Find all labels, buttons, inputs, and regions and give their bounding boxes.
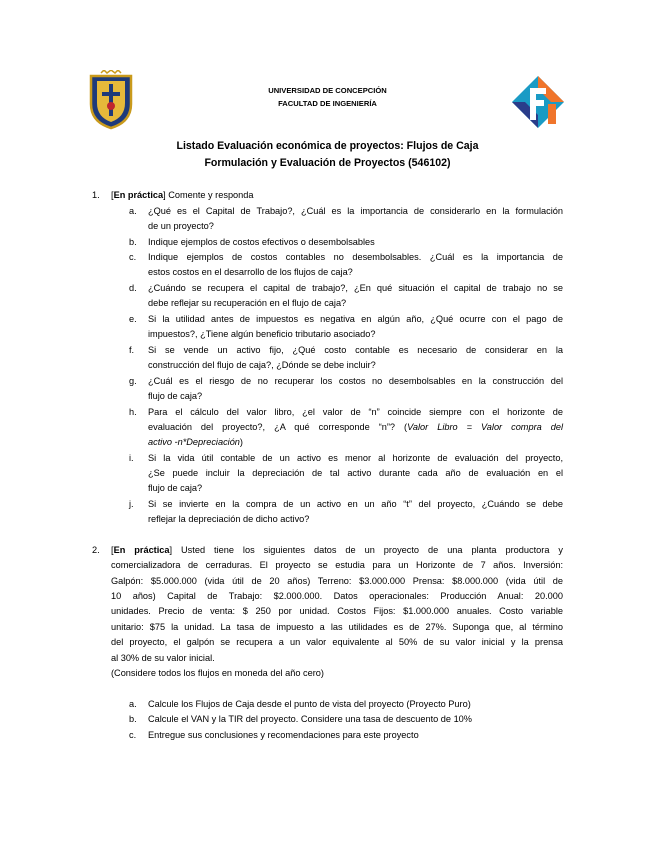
q2-item-letter: b. (129, 714, 137, 724)
q2-item-letter: a. (129, 699, 137, 709)
q1-item-f-line-2: construcción del flujo de caja?, ¿Dónde se debe incluir? (148, 360, 376, 370)
q1-item-d-line-2: debe reflejar su recuperación en el flujo de caja? (148, 298, 347, 308)
q2-item-b: Calcule el VAN y la TIR del proyecto. Considere una tasa de descuento de 10% (148, 714, 472, 724)
q2-item-c: Entregue sus conclusiones y recomendaciones para este proyecto (148, 730, 419, 740)
q1-item-h-line-1: Para el cálculo del valor libro, ¿el valor de “n” coincide siempre con el horizonte de (148, 407, 563, 417)
q1-item-e-line-1: Si la utilidad antes de impuestos es negativa en algún año, ¿Qué ocurre con el pago de (148, 314, 563, 324)
q1-item-g-line-2: flujo de caja? (148, 391, 203, 401)
formula-text: activo -n*Depreciación (148, 437, 240, 447)
document-title-line-2: Formulación y Evaluación de Proyectos (546102) (204, 157, 451, 169)
q2-paragraph-last-line: al 30% de su valor inicial. (111, 653, 215, 663)
q2-note: (Considere todos los flujos en moneda del año cero) (111, 668, 324, 678)
q1-item-d-line-1: ¿Cuándo se recupera el capital de trabajo?, ¿En qué situación el capital de trabajo no se (148, 283, 563, 293)
q1-number: 1. (92, 190, 100, 200)
formula-text: Valor Libro = Valor compra del (407, 422, 563, 432)
q2-paragraph-line: del proyecto, el galpón se recupera a un valor equivalente al 50% de su valor inicial y la prensa (111, 637, 563, 647)
q1-item-g-line-1: ¿Cuál es el riesgo de no recuperar los costos no desembolsables en la construcción del (148, 376, 563, 386)
q1-item-letter: d. (129, 283, 137, 293)
q1-item-letter: f. (129, 345, 135, 355)
q1-item-letter: c. (129, 252, 137, 262)
q1-item-letter: a. (129, 206, 137, 216)
q2-item-letter: c. (129, 730, 137, 740)
q2-line-1: [En práctica] Usted tiene los siguientes datos de un proyecto de una planta productora y (111, 545, 563, 555)
q1-item-letter: e. (129, 314, 137, 324)
q2-item-a: Calcule los Flujos de Caja desde el punto de vista del proyecto (Proyecto Puro) (148, 699, 471, 709)
document-title-line-1: Listado Evaluación económica de proyectos: Flujos de Caja (176, 140, 479, 152)
q1-item-c-line-1: Indique ejemplos de costos contables no desembolsables. ¿Cuál es la importancia de (148, 252, 563, 262)
q1-item-letter: b. (129, 237, 137, 247)
q1-item-a-line-1: ¿Qué es el Capital de Trabajo?, ¿Cuál es la importancia de considerarlo en la formulación (148, 206, 563, 216)
q1-item-letter: h. (129, 407, 137, 417)
q1-item-a-line-2: de un proyecto? (148, 221, 214, 231)
q2-paragraph-line: unidades. Precio de venta: $ 250 por unidad. Costos Fijos: $1.000.000 anuales. Costo variable (111, 606, 563, 616)
q1-item-j-line-1: Si se invierte en la compra de un activo en un año “t” del proyecto, ¿Cuándo se debe (148, 499, 563, 509)
q1-item-letter: i. (129, 453, 134, 463)
q1-item-f-line-1: Si se vende un activo fijo, ¿Qué costo contable es necesario de considerar en la (148, 345, 563, 355)
q2-paragraph-line: 10 años) Capital de Trabajo: $2.000.000. Datos operacionales: Producción Anual: 20.000 (111, 591, 563, 601)
university-name: UNIVERSIDAD DE CONCEPCIÓN (268, 86, 387, 95)
q1-tag: En práctica (113, 190, 164, 200)
engineering-faculty-logo (512, 76, 564, 132)
q1-item-c-line-2: estos costos en el desarrollo de los flujos de caja? (148, 267, 353, 277)
q1-item-letter: j. (129, 499, 134, 509)
q2-paragraph-line: comercializadora de cerraduras. El proyecto se estudia para un Horizonte de 7 años. Inversión: (111, 560, 563, 570)
q1-item-i-line-3: flujo de caja? (148, 483, 203, 493)
q1-item-letter: g. (129, 376, 137, 386)
q1-item-e-line-2: impuestos?, ¿Tiene algún beneficio tributario asociado? (148, 329, 376, 339)
q1-item-h-line-3: activo -n*Depreciación) (148, 437, 243, 447)
q2-tag: En práctica (113, 545, 170, 555)
faculty-name: FACULTAD DE INGENIERÍA (278, 99, 377, 108)
q1-item-i-line-2: ¿Se puede incluir la depreciación de tal activo durante cada año de evaluación en el (148, 468, 563, 478)
q1-heading: [En práctica] Comente y responda (111, 190, 254, 200)
q1-item-i-line-1: Si la vida útil contable de un activo es menor al horizonte de evaluación del proyecto, (148, 453, 563, 463)
q2-paragraph-line: unitario: $75 la unidad. La tasa de impuesto a las utilidades es de 27%. Suponga que, al término (111, 622, 563, 632)
q1-item-b-line-1: Indique ejemplos de costos efectivos o desembolsables (148, 237, 375, 247)
q2-paragraph-line: Galpón: $5.000.000 (vida útil de 20 años) Terreno: $3.000.000 Prensa: $8.000.000 (vida útil de (111, 576, 563, 586)
q1-item-j-line-2: reflejar la depreciación de dicho activo? (148, 514, 310, 524)
q2-number: 2. (92, 545, 100, 555)
q1-item-h-line-2: evaluación del proyecto?, ¿A qué corresponde “n”? (Valor Libro = Valor compra del (148, 422, 563, 432)
